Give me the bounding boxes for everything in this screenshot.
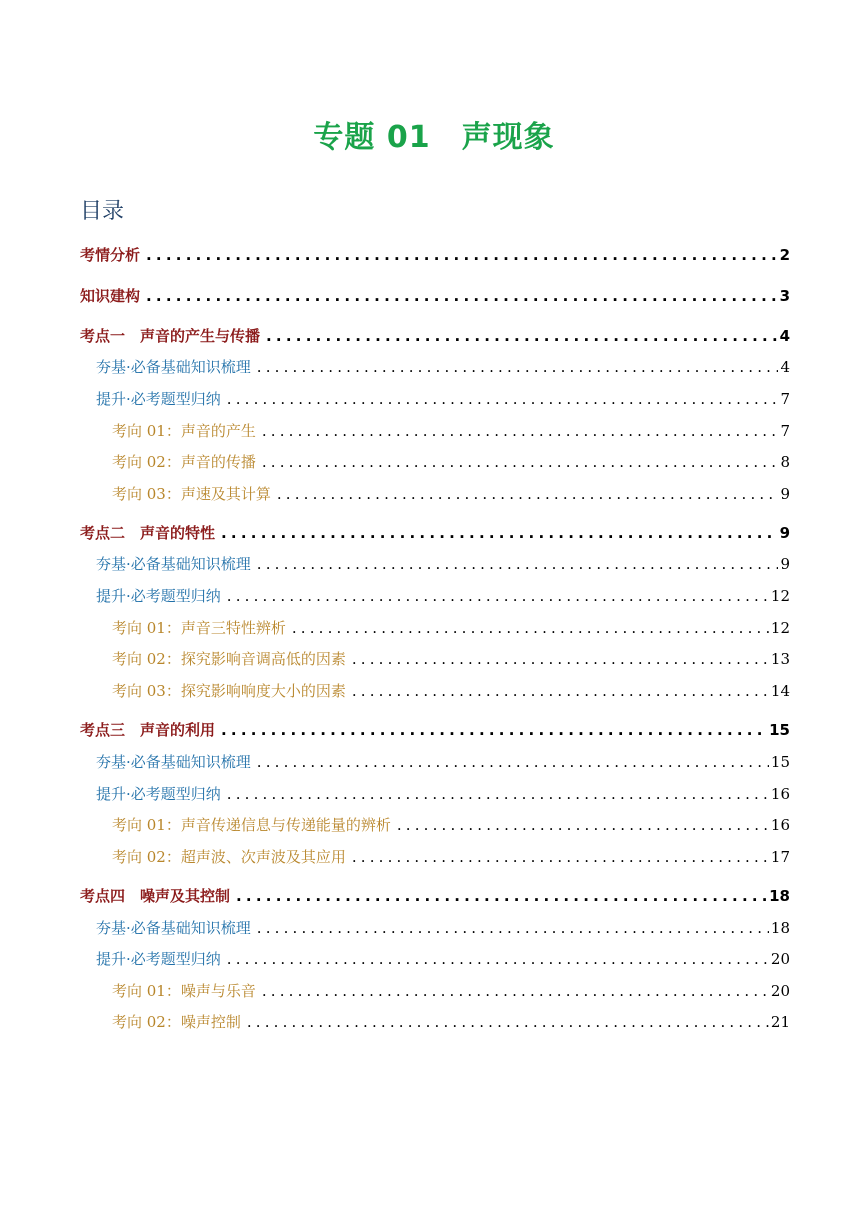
toc-page-number: 18 xyxy=(769,887,790,905)
toc-entry-label: 考点三 声音的利用 xyxy=(80,721,216,739)
toc-entry[interactable] xyxy=(112,846,790,868)
toc-dot-leader xyxy=(266,327,778,345)
toc-entry-label: 夯基·必备基础知识梳理 xyxy=(96,919,251,937)
toc-dot-leader xyxy=(352,650,769,668)
toc-entry[interactable] xyxy=(96,585,790,607)
toc-page-number: 14 xyxy=(770,682,790,700)
toc-entry-label: 夯基·必备基础知识梳理 xyxy=(96,358,251,376)
toc-page-number: 9 xyxy=(779,524,790,542)
toc-dot-leader xyxy=(227,950,769,968)
toc-entry-label: 考点二 声音的特性 xyxy=(80,524,216,542)
toc-entry[interactable] xyxy=(80,285,790,307)
toc-entry-label: 提升·必考题型归纳 xyxy=(96,390,221,408)
toc-dot-leader xyxy=(221,524,778,542)
toc-dot-leader xyxy=(257,753,769,771)
toc-entry[interactable] xyxy=(112,648,790,670)
toc-entry-label: 知识建构 xyxy=(80,287,141,305)
toc-dot-leader xyxy=(221,721,767,739)
toc-entry-label: 考向 02：超声波、次声波及其应用 xyxy=(112,848,346,866)
toc-entry[interactable] xyxy=(80,244,790,266)
toc-entry[interactable] xyxy=(112,814,790,836)
toc-page-number: 12 xyxy=(770,619,790,637)
toc-entry[interactable] xyxy=(80,522,790,544)
toc-entry[interactable] xyxy=(112,617,790,639)
toc-entry[interactable] xyxy=(112,980,790,1002)
toc-entry[interactable] xyxy=(96,356,790,378)
toc-entry[interactable] xyxy=(112,420,790,442)
toc-dot-leader xyxy=(262,453,779,471)
toc-entry-label: 考向 03：声速及其计算 xyxy=(112,485,271,503)
toc-page-number: 7 xyxy=(780,422,790,440)
toc-entry-label: 提升·必考题型归纳 xyxy=(96,587,221,605)
toc-entry[interactable] xyxy=(112,451,790,473)
toc-page-number: 9 xyxy=(780,485,790,503)
toc-entry[interactable] xyxy=(80,719,790,741)
toc-dot-leader xyxy=(146,246,778,264)
toc-dot-leader xyxy=(227,785,769,803)
toc-dot-leader xyxy=(262,422,779,440)
toc-entry[interactable] xyxy=(80,885,790,907)
toc-entry-label: 考情分析 xyxy=(80,246,141,264)
toc-dot-leader xyxy=(257,919,769,937)
toc-page-number: 9 xyxy=(780,555,790,573)
toc-page-number: 4 xyxy=(779,327,790,345)
toc-page-number: 4 xyxy=(780,358,790,376)
toc-entry-label: 提升·必考题型归纳 xyxy=(96,950,221,968)
toc-page-number: 7 xyxy=(780,390,790,408)
toc-entry[interactable] xyxy=(112,1011,790,1033)
toc-dot-leader xyxy=(262,982,769,1000)
toc-page-number: 15 xyxy=(769,721,790,739)
toc-page-number: 15 xyxy=(770,753,790,771)
toc-dot-leader xyxy=(277,485,779,503)
toc-entry-label: 考点一 声音的产生与传播 xyxy=(80,327,261,345)
toc-heading: 目录 xyxy=(80,199,125,224)
toc-entry-label: 考向 01：声音传递信息与传递能量的辨析 xyxy=(112,816,391,834)
toc-entry-label: 考向 02：噪声控制 xyxy=(112,1013,241,1031)
toc-entry-label: 提升·必考题型归纳 xyxy=(96,785,221,803)
toc-dot-leader xyxy=(247,1013,769,1031)
toc-page-number: 3 xyxy=(779,287,790,305)
toc-entry[interactable] xyxy=(80,325,790,347)
toc-entry[interactable] xyxy=(96,948,790,970)
toc-entry-label: 考向 01：噪声与乐音 xyxy=(112,982,256,1000)
toc-page-number: 20 xyxy=(770,950,790,968)
toc-page-number: 8 xyxy=(780,453,790,471)
toc-dot-leader xyxy=(257,358,779,376)
toc-dot-leader xyxy=(227,390,779,408)
toc-entry[interactable] xyxy=(112,680,790,702)
toc-dot-leader xyxy=(352,682,769,700)
toc-page-number: 16 xyxy=(770,785,790,803)
toc-dot-leader xyxy=(236,887,767,905)
toc-page-number: 20 xyxy=(770,982,790,1000)
toc-page-number: 21 xyxy=(770,1013,790,1031)
toc-entry[interactable] xyxy=(96,553,790,575)
toc-entry[interactable] xyxy=(96,783,790,805)
toc-dot-leader xyxy=(397,816,769,834)
toc-entry-label: 考向 01：声音三特性辨析 xyxy=(112,619,286,637)
toc-page-number: 16 xyxy=(770,816,790,834)
toc-entry[interactable] xyxy=(96,751,790,773)
document-title: 专题 01 声现象 xyxy=(313,120,555,155)
toc-entry[interactable] xyxy=(96,388,790,410)
toc-dot-leader xyxy=(227,587,769,605)
toc-dot-leader xyxy=(292,619,769,637)
toc-entry-label: 夯基·必备基础知识梳理 xyxy=(96,753,251,771)
toc-entry-label: 考向 02：声音的传播 xyxy=(112,453,256,471)
toc-page-number: 13 xyxy=(770,650,790,668)
toc-dot-leader xyxy=(146,287,778,305)
toc-page-number: 17 xyxy=(770,848,790,866)
toc-entry-label: 夯基·必备基础知识梳理 xyxy=(96,555,251,573)
toc-page-number: 12 xyxy=(770,587,790,605)
toc-entry-label: 考点四 噪声及其控制 xyxy=(80,887,231,905)
toc-page-number: 18 xyxy=(770,919,790,937)
toc-entry-label: 考向 01：声音的产生 xyxy=(112,422,256,440)
toc-page-number: 2 xyxy=(779,246,790,264)
toc-entry-label: 考向 03：探究影响响度大小的因素 xyxy=(112,682,346,700)
toc-entry-label: 考向 02：探究影响音调高低的因素 xyxy=(112,650,346,668)
toc-dot-leader xyxy=(352,848,769,866)
toc-dot-leader xyxy=(257,555,779,573)
toc-entry[interactable] xyxy=(96,917,790,939)
toc-entry[interactable] xyxy=(112,483,790,505)
